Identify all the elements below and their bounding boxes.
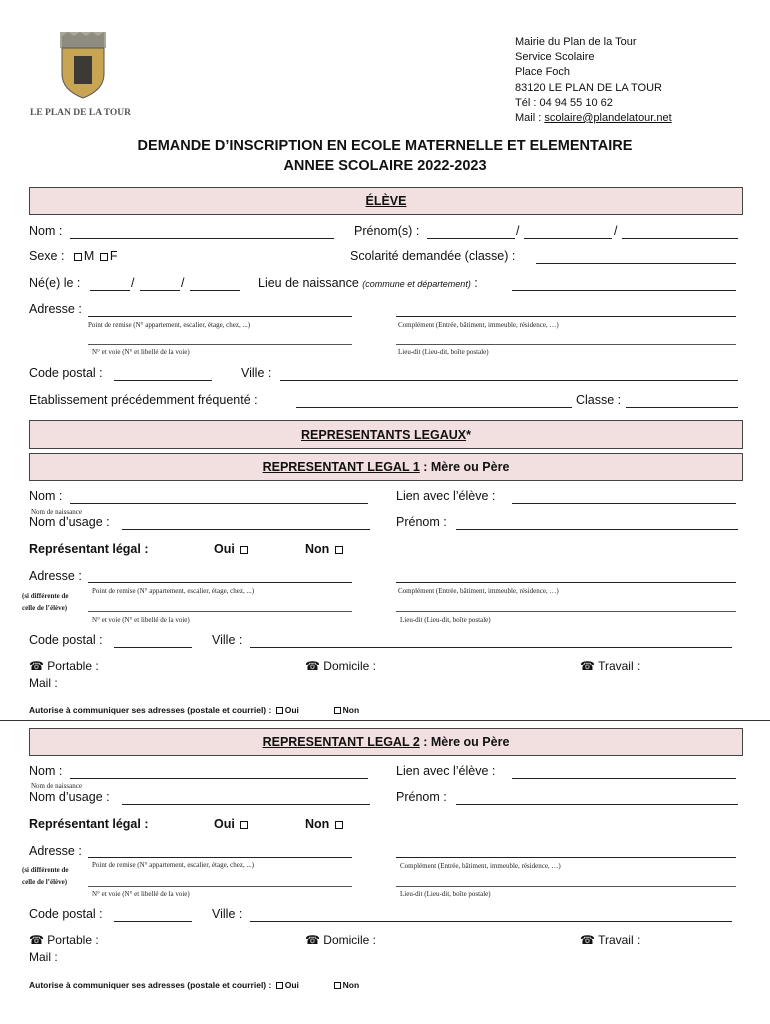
rep1-adresse-label: Adresse : bbox=[29, 569, 82, 583]
rep2-nom-field[interactable] bbox=[70, 778, 368, 779]
rep1-autorise-oui-checkbox[interactable] bbox=[276, 707, 283, 714]
lieu-hint: (commune et département) bbox=[362, 279, 471, 289]
phone-icon: ☎ bbox=[580, 933, 595, 947]
rep1-nom-usage-field[interactable] bbox=[122, 529, 370, 530]
phone-icon: ☎ bbox=[305, 933, 320, 947]
hint-remise: Point de remise (N° appartement, escalier, étage, chez, ...) bbox=[92, 587, 255, 595]
rep2-ville-label: Ville : bbox=[212, 907, 243, 921]
rep1-nom-naissance-hint: Nom de naissance bbox=[31, 508, 82, 516]
rep1-si-diff-2: celle de l’élève) bbox=[22, 604, 68, 612]
sexe-m-label: M bbox=[83, 249, 95, 263]
rep2-nom-usage-label: Nom d’usage : bbox=[29, 790, 110, 804]
non-label: Non bbox=[305, 817, 330, 831]
mairie-address-block bbox=[515, 35, 672, 126]
rep1-adresse-remise-field[interactable] bbox=[88, 582, 352, 583]
rep1-cp-field[interactable] bbox=[114, 647, 192, 648]
rep2-adresse-remise-field[interactable] bbox=[88, 857, 352, 858]
mail-line bbox=[515, 111, 672, 126]
lieu-naissance-field[interactable] bbox=[512, 290, 736, 291]
school-year-title: ANNEE SCOLAIRE 2022-2023 bbox=[283, 158, 487, 174]
section-divider bbox=[0, 720, 770, 721]
rep1-non-checkbox[interactable] bbox=[335, 546, 343, 554]
eleve-prenom-field-2[interactable] bbox=[524, 238, 612, 239]
eleve-ville-field[interactable] bbox=[280, 380, 738, 381]
rep2-travail bbox=[580, 933, 640, 947]
classe-label: Classe : bbox=[576, 393, 622, 407]
sexe-m-checkbox[interactable] bbox=[74, 253, 82, 261]
hint-lieudit: Lieu-dit (Lieu-dit, boîte postale) bbox=[400, 890, 491, 898]
slash: / bbox=[614, 224, 618, 238]
eleve-cp-field[interactable] bbox=[114, 380, 212, 381]
rep1-ville-label: Ville : bbox=[212, 633, 243, 647]
travail-label: Travail : bbox=[598, 659, 641, 673]
slash: / bbox=[131, 276, 135, 290]
eleve-heading: ÉLÈVE bbox=[365, 194, 407, 208]
rep2-section-header bbox=[29, 728, 743, 756]
rep2-nom-naissance-hint: Nom de naissance bbox=[31, 782, 82, 790]
eleve-adresse-voie-field[interactable] bbox=[88, 344, 352, 345]
rep1-oui bbox=[214, 542, 250, 556]
rep2-adresse-voie-field[interactable] bbox=[88, 886, 352, 887]
oui-label: Oui bbox=[284, 980, 299, 990]
eleve-prenom-field-1[interactable] bbox=[427, 238, 515, 239]
rep1-heading: REPRESENTANT LEGAL 1 bbox=[262, 460, 420, 474]
rep2-oui bbox=[214, 817, 250, 831]
town-logo bbox=[54, 30, 112, 100]
rep1-nom-usage-label: Nom d’usage : bbox=[29, 515, 110, 529]
rep1-lien-label: Lien avec l’élève : bbox=[396, 489, 496, 503]
rep2-si-diff-2: celle de l’élève) bbox=[22, 878, 68, 886]
eleve-section-header bbox=[29, 187, 743, 215]
lieu-label: Lieu de naissance bbox=[258, 276, 359, 290]
hint-remise: Point de remise (N° appartement, escalier, étage, chez, ...) bbox=[88, 321, 251, 329]
phone-icon: ☎ bbox=[580, 659, 595, 673]
address-line: Mairie du Plan de la Tour bbox=[515, 36, 637, 48]
rep2-mail-label: Mail : bbox=[29, 950, 58, 964]
non-label: Non bbox=[342, 705, 360, 715]
rep1-lien-field[interactable] bbox=[512, 503, 736, 504]
rep2-ville-field[interactable] bbox=[250, 921, 732, 922]
rep2-heading-suffix: : Mère ou Père bbox=[419, 735, 510, 749]
rep1-adresse-voie-field[interactable] bbox=[88, 611, 352, 612]
address-line: Service Scolaire bbox=[515, 51, 595, 64]
hint-complement: Complément (Entrée, bâtiment, immeuble, résidence, …) bbox=[398, 321, 559, 329]
mail-link[interactable]: scolaire@plandelatour.net bbox=[544, 112, 672, 125]
representants-star: * bbox=[466, 427, 471, 442]
eleve-nom-label: Nom : bbox=[29, 224, 63, 238]
eleve-sexe-row bbox=[29, 249, 117, 263]
rep2-adresse-complement-field[interactable] bbox=[396, 857, 736, 858]
rep2-autorise-non-checkbox[interactable] bbox=[334, 982, 341, 989]
rep2-cp-label: Code postal : bbox=[29, 907, 103, 921]
etablissement-label: Etablissement précédemment fréquenté : bbox=[29, 393, 258, 407]
hint-complement: Complément (Entrée, bâtiment, immeuble, résidence, …) bbox=[400, 862, 561, 870]
oui-label: Oui bbox=[284, 705, 299, 715]
rep1-nom-field[interactable] bbox=[70, 503, 368, 504]
rep2-nom-label: Nom : bbox=[29, 764, 63, 778]
rep1-travail bbox=[580, 659, 640, 673]
rep2-lien-field[interactable] bbox=[512, 778, 736, 779]
eleve-adresse-complement-field[interactable] bbox=[396, 316, 736, 317]
rep2-rep-legal-label: Représentant légal : bbox=[29, 817, 149, 831]
sexe-f-checkbox[interactable] bbox=[100, 253, 108, 261]
domicile-label: Domicile : bbox=[323, 659, 376, 673]
rep2-prenom-field[interactable] bbox=[456, 804, 738, 805]
eleve-prenom-field-3[interactable] bbox=[622, 238, 738, 239]
rep1-prenom-field[interactable] bbox=[456, 529, 738, 530]
rep2-heading: REPRESENTANT LEGAL 2 bbox=[262, 735, 420, 749]
eleve-adresse-label: Adresse : bbox=[29, 302, 82, 316]
rep2-prenom-label: Prénom : bbox=[396, 790, 447, 804]
rep2-non-checkbox[interactable] bbox=[335, 821, 343, 829]
sexe-label: Sexe : bbox=[29, 249, 65, 263]
eleve-adresse-remise-field[interactable] bbox=[88, 316, 352, 317]
eleve-cp-label: Code postal : bbox=[29, 366, 103, 380]
address-line: Tél : 04 94 55 10 62 bbox=[515, 96, 613, 109]
slash: / bbox=[516, 224, 520, 238]
etablissement-field[interactable] bbox=[296, 407, 572, 408]
coat-of-arms-icon bbox=[54, 30, 112, 100]
phone-icon: ☎ bbox=[29, 659, 44, 673]
hint-remise: Point de remise (N° appartement, escalier, étage, chez, ...) bbox=[92, 861, 255, 869]
non-label: Non bbox=[342, 980, 360, 990]
hint-complement: Complément (Entrée, bâtiment, immeuble, résidence, …) bbox=[398, 587, 559, 595]
rep2-si-diff-1: (si différente de bbox=[22, 866, 69, 874]
oui-label: Oui bbox=[214, 542, 235, 556]
non-label: Non bbox=[305, 542, 330, 556]
rep2-non bbox=[305, 817, 345, 831]
representants-heading: REPRESENTANTS LEGAUX bbox=[301, 427, 467, 442]
birth-month-field[interactable] bbox=[140, 290, 180, 291]
rep2-oui-checkbox[interactable] bbox=[240, 821, 248, 829]
rep1-oui-checkbox[interactable] bbox=[240, 546, 248, 554]
eleve-prenoms-label: Prénom(s) : bbox=[354, 224, 420, 238]
rep2-cp-field[interactable] bbox=[114, 921, 192, 922]
rep1-si-diff-1: (si différente de bbox=[22, 592, 69, 600]
rep2-nom-usage-field[interactable] bbox=[122, 804, 370, 805]
lieu-naissance-label: Lieu de naissance (commune et département) : bbox=[258, 276, 478, 290]
rep1-adresse-lieudit-field[interactable] bbox=[396, 611, 736, 612]
address-line: Place Foch bbox=[515, 66, 571, 79]
birth-day-field[interactable] bbox=[90, 290, 130, 291]
eleve-nom-field[interactable] bbox=[70, 238, 334, 239]
rep2-autorise-row bbox=[29, 980, 359, 990]
rep2-portable bbox=[29, 933, 99, 947]
rep1-portable bbox=[29, 659, 99, 673]
mail-label: Mail : bbox=[515, 112, 545, 125]
rep2-domicile bbox=[305, 933, 376, 947]
autorise-label: Autorise à communiquer ses adresses (postale et courriel) : bbox=[29, 980, 272, 990]
hint-voie: N° et voie (N° et libellé de la voie) bbox=[92, 890, 190, 898]
domicile-label: Domicile : bbox=[323, 933, 376, 947]
travail-label: Travail : bbox=[598, 933, 641, 947]
rep1-mail-label: Mail : bbox=[29, 676, 58, 690]
rep1-autorise-non-checkbox[interactable] bbox=[334, 707, 341, 714]
eleve-adresse-lieudit-field[interactable] bbox=[396, 344, 736, 345]
scolarite-field[interactable] bbox=[536, 263, 736, 264]
portable-label: Portable : bbox=[47, 659, 99, 673]
rep1-rep-legal-label: Représentant légal : bbox=[29, 542, 149, 556]
address-line: 83120 LE PLAN DE LA TOUR bbox=[515, 81, 662, 94]
rep2-lien-label: Lien avec l’élève : bbox=[396, 764, 496, 778]
rep1-ville-field[interactable] bbox=[250, 647, 732, 648]
rep1-domicile bbox=[305, 659, 376, 673]
representants-section-header bbox=[29, 420, 743, 449]
rep1-non bbox=[305, 542, 345, 556]
autorise-label: Autorise à communiquer ses adresses (postale et courriel) : bbox=[29, 705, 272, 715]
rep1-cp-label: Code postal : bbox=[29, 633, 103, 647]
rep1-adresse-complement-field[interactable] bbox=[396, 582, 736, 583]
hint-lieudit: Lieu-dit (Lieu-dit, boîte postale) bbox=[398, 348, 489, 356]
eleve-ville-label: Ville : bbox=[241, 366, 272, 380]
rep1-prenom-label: Prénom : bbox=[396, 515, 447, 529]
classe-field[interactable] bbox=[626, 407, 738, 408]
hint-voie: N° et voie (N° et libellé de la voie) bbox=[92, 616, 190, 624]
rep1-heading-suffix: : Mère ou Père bbox=[419, 460, 510, 474]
ne-le-label: Né(e) le : bbox=[29, 276, 81, 290]
scolarite-label: Scolarité demandée (classe) : bbox=[350, 249, 516, 263]
oui-label: Oui bbox=[214, 817, 235, 831]
rep2-adresse-lieudit-field[interactable] bbox=[396, 886, 736, 887]
rep1-nom-label: Nom : bbox=[29, 489, 63, 503]
hint-voie: N° et voie (N° et libellé de la voie) bbox=[92, 348, 190, 356]
rep1-autorise-row bbox=[29, 705, 359, 715]
portable-label: Portable : bbox=[47, 933, 99, 947]
hint-lieudit: Lieu-dit (Lieu-dit, boîte postale) bbox=[400, 616, 491, 624]
rep1-section-header bbox=[29, 453, 743, 481]
phone-icon: ☎ bbox=[305, 659, 320, 673]
rep2-adresse-label: Adresse : bbox=[29, 844, 82, 858]
form-title: DEMANDE D’INSCRIPTION EN ECOLE MATERNELLE ET ELEMENTAIRE bbox=[137, 138, 633, 154]
phone-icon: ☎ bbox=[29, 933, 44, 947]
sexe-f-label: F bbox=[109, 249, 118, 263]
slash: / bbox=[181, 276, 185, 290]
logo-caption: LE PLAN DE LA TOUR bbox=[30, 108, 132, 118]
rep2-autorise-oui-checkbox[interactable] bbox=[276, 982, 283, 989]
birth-year-field[interactable] bbox=[190, 290, 240, 291]
